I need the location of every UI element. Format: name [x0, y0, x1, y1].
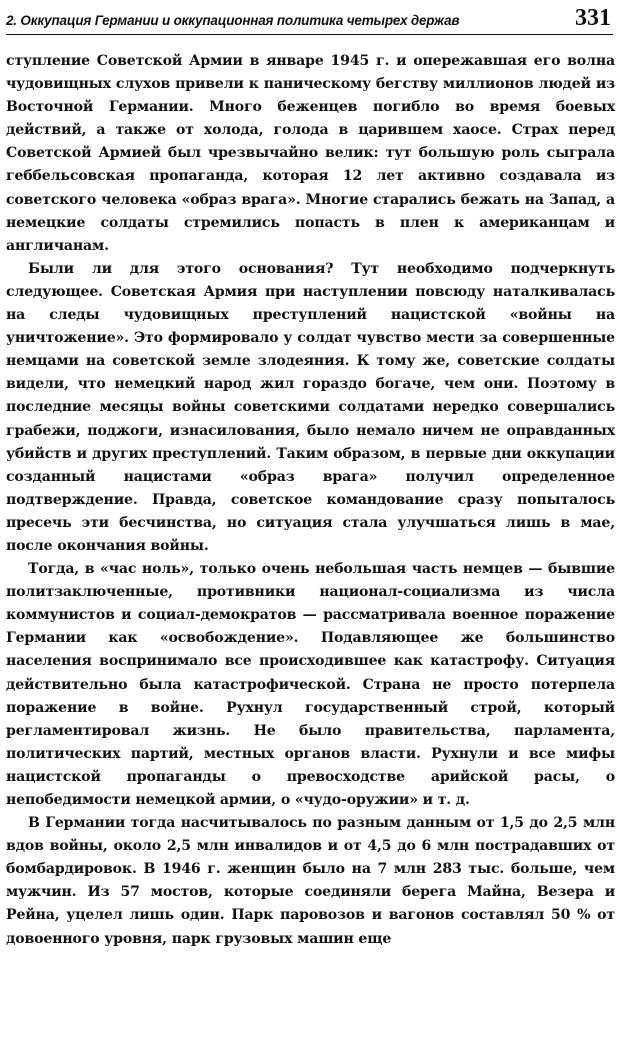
page-number: 331: [575, 5, 611, 31]
body-text: [6, 50, 615, 951]
chapter-title: 2. Оккупация Германии и оккупационная политика четырех держав: [6, 13, 460, 28]
paragraph-3: Тогда, в «час ноль», только очень небольшая часть немцев — бывшие политзаключенные, противники национал-социализма из числа коммунистов и социал-демократов — рассматривала военное поражение Германии как «освобождение». Подавляющее же большинство населения воспринимало все происходившее как катастрофу. Ситуация действительно была катастрофической. Страна не просто потерпела поражение в войне. Рухнул государственный строй, который регламентировал жизнь. Не было правительства, парламента, политических партий, местных органов власти. Рухнули и все мифы нацистской пропаганды о превосходстве арийской расы, о непобедимости немецкой армии, о «чудо-оружии» и т. д.: [6, 561, 615, 808]
paragraph-2: Были ли для этого основания? Тут необходимо подчеркнуть следующее. Советская Армия при наступлении повсюду наталкивалась на следы чудовищных преступлений нацистской «войны на уничтожение». Это формировало у солдат чувство мести за совершенные немцами на советской земле злодеяния. К тому же, советские солдаты видели, что немецкий народ жил гораздо богаче, чем они. Поэтому в последние месяцы войны советскими солдатами нередко совершались грабежи, поджоги, изнасилования, было немало ничем не оправданных убийств и других преступлений. Таким образом, в первые дни оккупации созданный нацистами «образ врага» получил определенное подтверждение. Правда, советское командование сразу попыталось пресечь эти бесчинства, но ситуация стала улучшаться лишь в мае, после окончания войны.: [6, 260, 615, 554]
running-head: [6, 4, 613, 35]
paragraph-1: ступление Советской Армии в январе 1945 г. и опережавшая его волна чудовищных слухов привели к паническому бегству миллионов людей из Восточной Германии. Много беженцев погибло во время боевых действий, а также от холода, голода в царившем хаосе. Страх перед Советской Армией был чрезвычайно велик: тут большую роль сыграла геббельсовская пропаганда, которая 12 лет активно создавала из советского человека «образ врага». Многие старались бежать на Запад, а немецкие солдаты стремились попасть в плен к американцам и англичанам.: [6, 53, 615, 254]
paragraph-4: В Германии тогда насчитывалось по разным данным от 1,5 до 2,5 млн вдов войны, около 2,5 млн инвалидов и от 4,5 до 6 млн пострадавших от бомбардировок. В 1946 г. женщин было на 7 млн 283 тыс. больше, чем мужчин. Из 57 мостов, которые соединяли берега Майна, Везера и Рейна, уцелел лишь один. Парк паровозов и вагонов составлял 50 % от довоенного уровня, парк грузовых машин еще: [6, 815, 615, 947]
